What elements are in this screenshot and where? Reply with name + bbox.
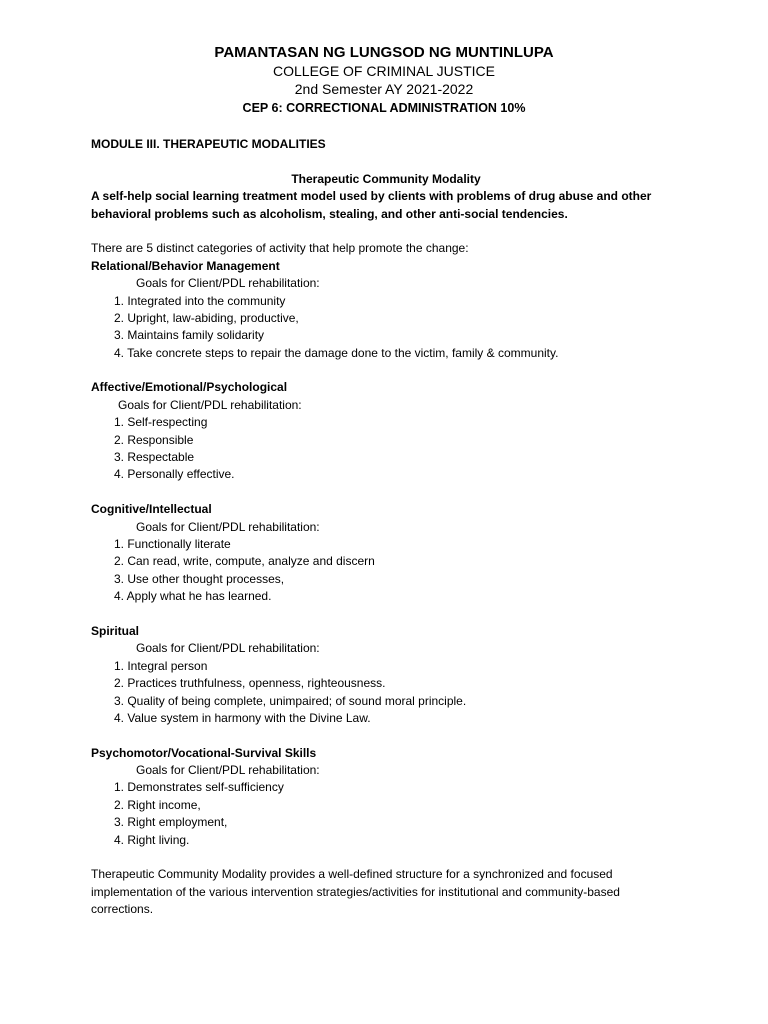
conclusion-line-2: implementation of the various intervention strategies/activities for institutional and community-based bbox=[91, 884, 620, 899]
section-psychomotor bbox=[91, 745, 691, 849]
conclusion-line-1: Therapeutic Community Modality provides a well-defined structure for a synchronized and focused bbox=[91, 867, 613, 882]
list-item: 2. Responsible bbox=[114, 432, 194, 447]
list-item: 1. Integral person bbox=[114, 658, 208, 673]
list-item: 4. Take concrete steps to repair the damage done to the victim, family & community. bbox=[114, 345, 559, 360]
goals-label: Goals for Client/PDL rehabilitation: bbox=[118, 397, 302, 412]
goals-label: Goals for Client/PDL rehabilitation: bbox=[136, 641, 320, 656]
list-item: 4. Apply what he has learned. bbox=[114, 589, 272, 604]
college-name: COLLEGE OF CRIMINAL JUSTICE bbox=[273, 63, 495, 79]
list-item: 3. Use other thought processes, bbox=[114, 571, 285, 586]
section-title: Psychomotor/Vocational-Survival Skills bbox=[91, 745, 317, 760]
section-affective bbox=[91, 379, 691, 483]
definition-line-2: behavioral problems such as alcoholism, stealing, and other anti-social tendencies. bbox=[91, 206, 568, 221]
list-item: 3. Right employment, bbox=[114, 815, 228, 830]
university-name: PAMANTASAN NG LUNGSOD NG MUNTINLUPA bbox=[214, 44, 554, 61]
list-item: 1. Functionally literate bbox=[114, 536, 231, 551]
intro-text: There are 5 distinct categories of activity that help promote the change: bbox=[91, 241, 469, 256]
list-item: 3. Maintains family solidarity bbox=[114, 328, 265, 343]
conclusion-line-3: corrections. bbox=[91, 902, 154, 917]
section-title: Spiritual bbox=[91, 623, 140, 638]
list-item: 1. Self-respecting bbox=[114, 415, 208, 430]
module-heading: MODULE III. THERAPEUTIC MODALITIES bbox=[91, 137, 326, 151]
course-title: CEP 6: CORRECTIONAL ADMINISTRATION 10% bbox=[242, 101, 526, 115]
document-header bbox=[0, 44, 768, 117]
list-item: 2. Can read, write, compute, analyze and discern bbox=[114, 554, 375, 569]
section-spiritual bbox=[91, 623, 691, 727]
section-title: Affective/Emotional/Psychological bbox=[91, 380, 288, 395]
list-item: 3. Respectable bbox=[114, 450, 195, 465]
topic-title: Therapeutic Community Modality bbox=[291, 171, 481, 186]
definition-line-1: A self-help social learning treatment model used by clients with problems of drug abuse and other bbox=[91, 189, 652, 204]
section-title: Cognitive/Intellectual bbox=[91, 502, 212, 517]
section-title: Relational/Behavior Management bbox=[91, 258, 280, 273]
list-item: 2. Practices truthfulness, openness, righteousness. bbox=[114, 676, 386, 691]
list-item: 4. Right living. bbox=[114, 832, 190, 847]
list-item: 2. Right income, bbox=[114, 797, 201, 812]
list-item: 1. Demonstrates self-sufficiency bbox=[114, 780, 284, 795]
section-cognitive bbox=[91, 501, 691, 605]
list-item: 3. Quality of being complete, unimpaired; of sound moral principle. bbox=[114, 693, 467, 708]
goals-label: Goals for Client/PDL rehabilitation: bbox=[136, 276, 320, 291]
section-relational bbox=[91, 258, 691, 362]
list-item: 2. Upright, law-abiding, productive, bbox=[114, 310, 299, 325]
semester-label: 2nd Semester AY 2021-2022 bbox=[294, 81, 474, 97]
list-item: 1. Integrated into the community bbox=[114, 293, 286, 308]
goals-label: Goals for Client/PDL rehabilitation: bbox=[136, 519, 320, 534]
goals-label: Goals for Client/PDL rehabilitation: bbox=[136, 763, 320, 778]
document-body bbox=[91, 136, 691, 919]
list-item: 4. Value system in harmony with the Divine Law. bbox=[114, 710, 371, 725]
list-item: 4. Personally effective. bbox=[114, 467, 235, 482]
